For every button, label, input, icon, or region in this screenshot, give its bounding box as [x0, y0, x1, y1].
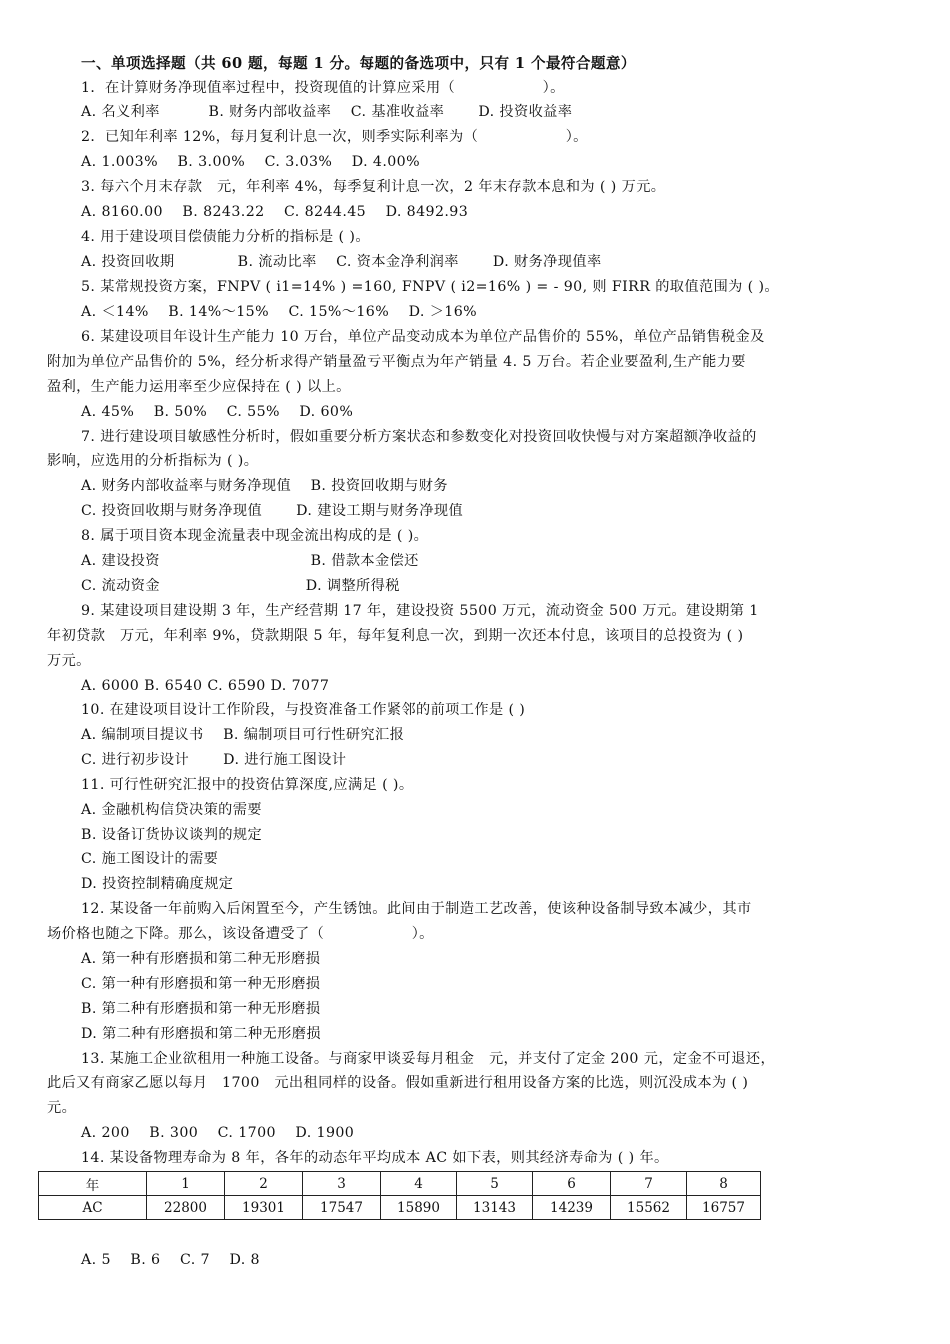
ac-table-header-cell: 年 [39, 1172, 147, 1196]
question-13-options: A. 200 B. 300 C. 1700 D. 1900 [81, 1125, 355, 1141]
question-10-options-line-1: A. 编制项目提议书 B. 编制项目可行性研究汇报 [81, 727, 405, 743]
ac-table-cell: 19301 [225, 1196, 303, 1220]
question-11-option-b: B. 设备订货协议谈判的规定 [81, 827, 263, 843]
ac-table-header-cell: 2 [225, 1172, 303, 1196]
ac-table-cell: 22800 [147, 1196, 225, 1220]
question-11-option-d: D. 投资控制精确度规定 [81, 876, 234, 892]
ac-table-header-cell: 5 [457, 1172, 533, 1196]
question-12-option-2: C. 第一种有形磨损和第一种无形磨损 [81, 976, 321, 992]
question-12-option-3: B. 第二种有形磨损和第一种无形磨损 [81, 1001, 321, 1017]
question-5-options: A. ＜14% B. 14%～15% C. 15%～16% D. ＞16% [81, 304, 478, 320]
question-6-stem-line-2: 附加为单位产品售价的 5%，经分析求得产销量盈亏平衡点为年产销量 4. 5 万台。若企业要盈利,生产能力要 [47, 354, 746, 370]
ac-table-cell: 17547 [303, 1196, 381, 1220]
ac-table-cell: 13143 [457, 1196, 533, 1220]
question-14-stem: 14. 某设备物理寿命为 8 年，各年的动态年平均成本 AC 如下表，则其经济寿命为 ( ) 年。 [81, 1150, 669, 1166]
question-6-options: A. 45% B. 50% C. 55% D. 60% [81, 404, 354, 420]
question-7-options-line-2: C. 投资回收期与财务净现值 D. 建设工期与财务净现值 [81, 503, 464, 519]
question-13-stem-line-3: 元。 [47, 1100, 77, 1116]
question-12-stem-line-2: 场价格也随之下降。那么，该设备遭受了（ ）。 [47, 926, 434, 942]
question-3-options: A. 8160.00 B. 8243.22 C. 8244.45 D. 8492.93 [81, 204, 469, 220]
ac-table-header-cell: 6 [533, 1172, 611, 1196]
ac-table-cell: 14239 [533, 1196, 611, 1220]
ac-table [38, 1171, 761, 1220]
question-1-stem: 1．在计算财务净现值率过程中，投资现值的计算应采用（ ）。 [81, 80, 565, 96]
question-8-stem: 8. 属于项目资本现金流量表中现金流出构成的是 ( )。 [81, 528, 429, 544]
question-10-options-line-2: C. 进行初步设计 D. 进行施工图设计 [81, 752, 347, 768]
question-4-stem: 4. 用于建设项目偿债能力分析的指标是 ( )。 [81, 229, 370, 245]
question-2-options: A. 1.003% B. 3.00% C. 3.03% D. 4.00% [81, 154, 420, 170]
question-8-options-line-2: C. 流动资金 D. 调整所得税 [81, 578, 400, 594]
question-1-options: A. 名义利率 B. 财务内部收益率 C. 基准收益率 D. 投资收益率 [81, 104, 573, 120]
ac-table-header-cell: 3 [303, 1172, 381, 1196]
question-9-stem-line-1: 9. 某建设项目建设期 3 年，生产经营期 17 年，建设投资 5500 万元，流动资金 500 万元。建设期第 1 [81, 603, 759, 619]
ac-table-cell: 15562 [611, 1196, 687, 1220]
question-13-stem-line-2: 此后又有商家乙愿以每月 1700 元出租同样的设备。假如重新进行租用设备方案的比选，则沉没成本为 ( ) [47, 1075, 749, 1091]
question-12-option-4: D. 第二种有形磨损和第二种无形磨损 [81, 1026, 321, 1042]
question-4-options: A. 投资回收期 B. 流动比率 C. 资本金净利润率 D. 财务净现值率 [81, 254, 602, 270]
question-6-stem-line-3: 盈利，生产能力运用率至少应保持在 ( ) 以上。 [47, 379, 351, 395]
question-11-option-c: C. 施工图设计的需要 [81, 851, 219, 867]
question-9-stem-line-2: 年初贷款 万元，年利率 9%，贷款期限 5 年，每年复利息一次，到期一次还本付息，该项目的总投资为 ( ) [47, 628, 744, 644]
question-3-stem: 3. 每六个月末存款 元，年利率 4%，每季复利计息一次，2 年末存款本息和为 ( ) 万元。 [81, 179, 666, 195]
question-7-stem-line-2: 影响，应选用的分析指标为 ( )。 [47, 453, 259, 469]
question-2-stem: 2．已知年利率 12%，每月复利计息一次，则季实际利率为（ ）。 [81, 129, 588, 145]
ac-table-cell: 16757 [687, 1196, 761, 1220]
question-13-stem-line-1: 13. 某施工企业欲租用一种施工设备。与商家甲谈妥每月租金 元，并支付了定金 200 元，定金不可退还， [81, 1051, 776, 1067]
question-9-stem-line-3: 万元。 [47, 653, 91, 669]
question-7-options-line-1: A. 财务内部收益率与财务净现值 B. 投资回收期与财务 [81, 478, 448, 494]
question-12-stem-line-1: 12. 某设备一年前购入后闲置至今，产生锈蚀。此间由于制造工艺改善，使该种设备制导致本减少，其市 [81, 901, 752, 917]
question-9-options: A. 6000 B. 6540 C. 6590 D. 7077 [81, 678, 330, 694]
ac-table-header-cell: 8 [687, 1172, 761, 1196]
ac-table-value-row [39, 1196, 761, 1220]
question-6-stem-line-1: 6. 某建设项目年设计生产能力 10 万台，单位产品变动成本为单位产品售价的 55%，单位产品销售税金及 [81, 329, 765, 345]
question-11-option-a: A. 金融机构信贷决策的需要 [81, 802, 262, 818]
question-8-options-line-1: A. 建设投资 B. 借款本金偿还 [81, 553, 419, 569]
ac-table-header-cell: 4 [381, 1172, 457, 1196]
section-title: 一、单项选择题（共 60 题，每题 1 分。每题的备选项中，只有 1 个最符合题意） [81, 55, 636, 72]
question-12-option-1: A. 第一种有形磨损和第二种无形磨损 [81, 951, 321, 967]
question-5-stem: 5. 某常规投资方案，FNPV ( i1=14% ) =160, FNPV ( i2=16% ) = - 90, 则 FIRR 的取值范围为 ( )。 [81, 279, 780, 295]
question-14-options: A. 5 B. 6 C. 7 D. 8 [81, 1252, 260, 1268]
ac-table-header-cell: 7 [611, 1172, 687, 1196]
question-11-stem: 11. 可行性研究汇报中的投资估算深度,应满足 ( )。 [81, 777, 414, 793]
ac-table-cell: AC [39, 1196, 147, 1220]
ac-table-header-cell: 1 [147, 1172, 225, 1196]
ac-table-cell: 15890 [381, 1196, 457, 1220]
ac-table-header-row [39, 1172, 761, 1196]
question-10-stem: 10. 在建设项目设计工作阶段，与投资准备工作紧邻的前项工作是 ( ) [81, 702, 526, 718]
question-7-stem-line-1: 7. 进行建设项目敏感性分析时，假如重要分析方案状态和参数变化对投资回收快慢与对方案超额净收益的 [81, 429, 757, 445]
